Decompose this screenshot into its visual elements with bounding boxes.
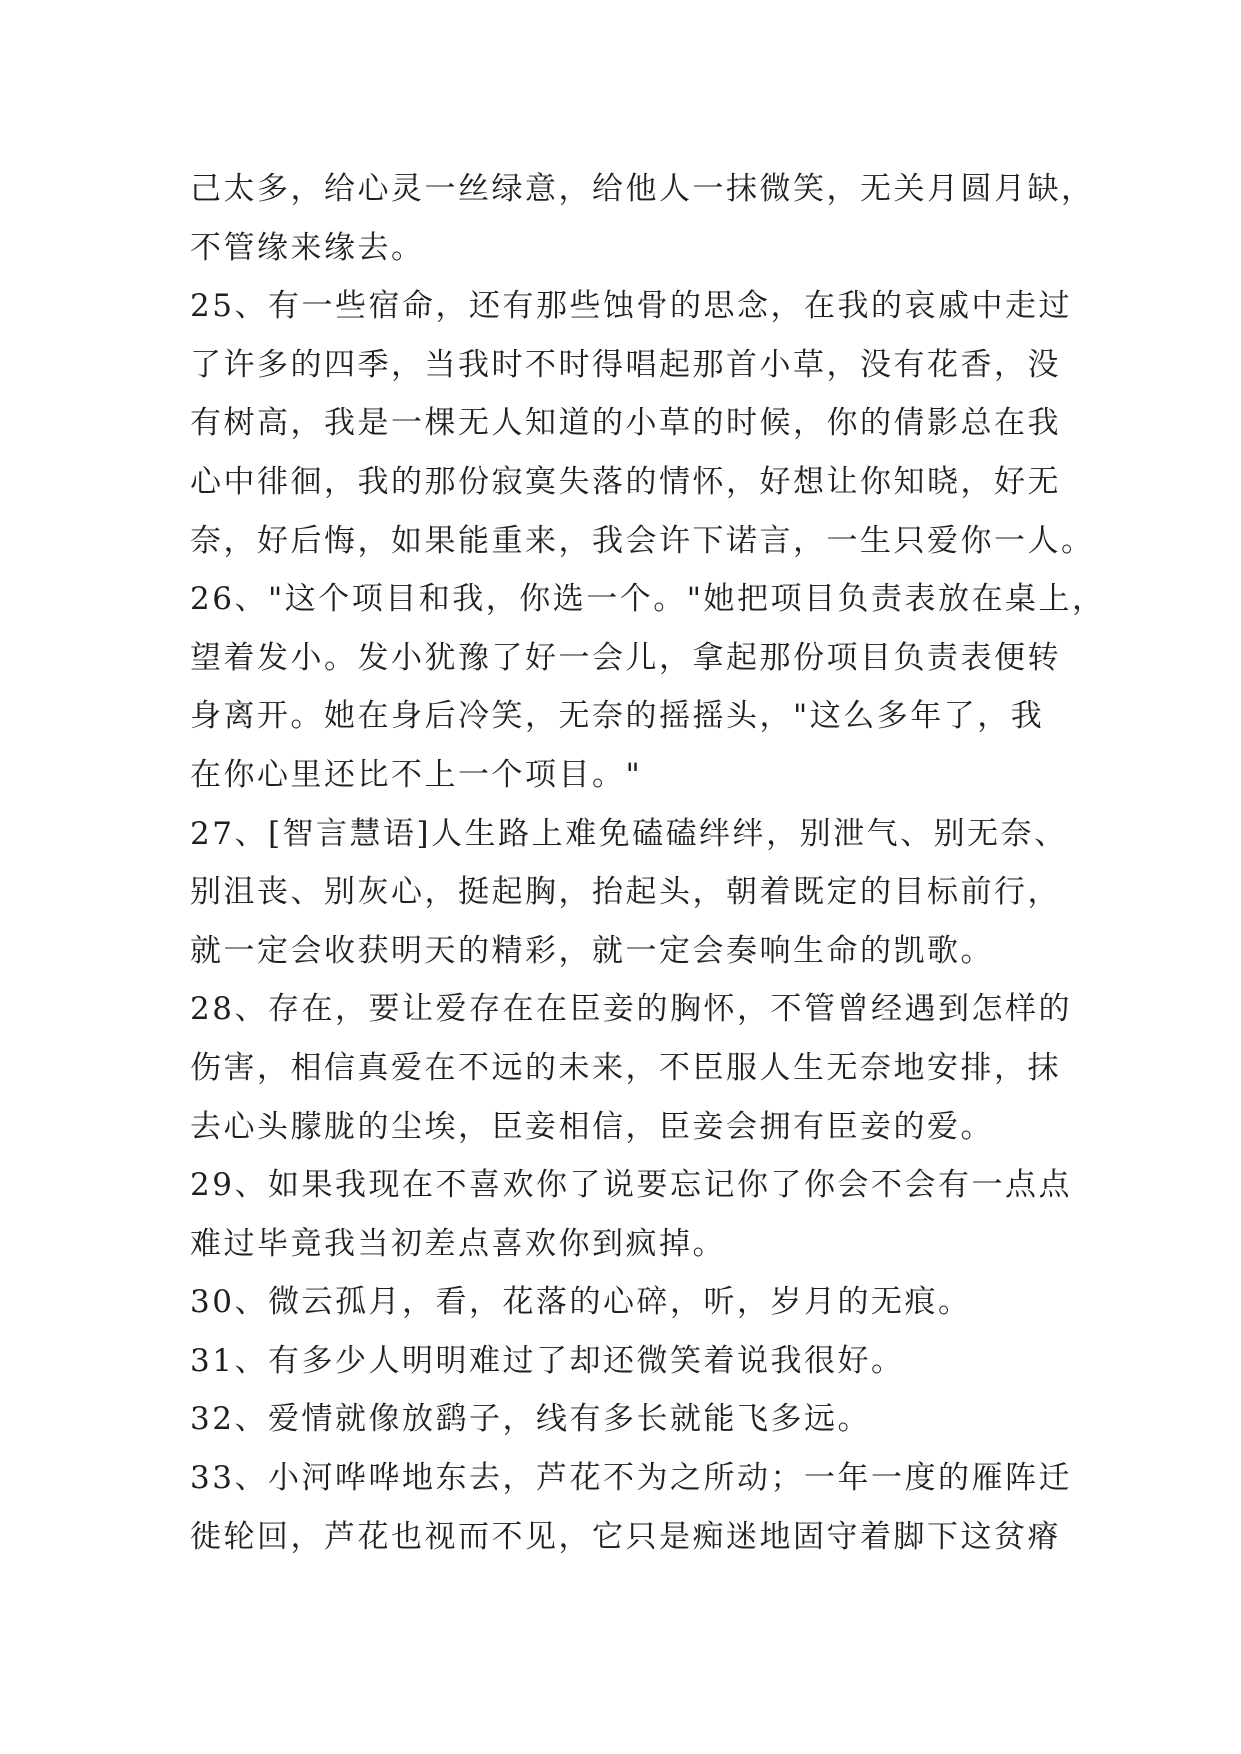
text-line: 在你心里还比不上一个项目。" [190, 756, 643, 793]
text-line: 不管缘来缘去。 [190, 229, 425, 266]
text-line: 伤害，相信真爱在不远的未来，不臣服人生无奈地安排，抹 [190, 1049, 1061, 1086]
text-line: 己太多，给心灵一丝绿意，给他人一抹微笑，无关月圆月缺， [190, 171, 1095, 207]
text-line: 难过毕竟我当初差点喜欢你到疯掉。 [190, 1225, 726, 1262]
text-line: 别沮丧、别灰心，挺起胸，抬起头，朝着既定的目标前行， [190, 874, 1061, 911]
text-line: 30、微云孤月，看，花落的心碎，听，岁月的无痕。 [190, 1284, 972, 1321]
text-line: 25、有一些宿命，还有那些蚀骨的思念，在我的哀戚中走过 [190, 288, 1072, 325]
text-line: 徙轮回，芦花也视而不见，它只是痴迷地固守着脚下这贫瘠 [190, 1518, 1061, 1555]
text-line: 有树高，我是一棵无人知道的小草的时候，你的倩影总在我 [190, 405, 1061, 442]
text-line: 27、[智言慧语]人生路上难免磕磕绊绊，别泄气、别无奈、 [190, 815, 1068, 852]
text-line: 奈，好后悔，如果能重来，我会许下诺言，一生只爱你一人。 [190, 522, 1095, 559]
text-line: 29、如果我现在不喜欢你了说要忘记你了你会不会有一点点 [190, 1167, 1072, 1204]
text-line: 31、有多少人明明难过了却还微笑着说我很好。 [190, 1342, 905, 1379]
text-line: 28、存在，要让爱存在在臣妾的胸怀，不管曾经遇到怎样的 [190, 991, 1072, 1028]
text-line: 26、"这个项目和我，你选一个。"她把项目负责表放在桌上， [190, 581, 1106, 618]
text-line: 心中徘徊，我的那份寂寞失落的情怀，好想让你知晓，好无 [190, 463, 1061, 500]
text-line: 望着发小。发小犹豫了好一会儿，拿起那份项目负责表便转 [190, 639, 1061, 676]
text-line: 33、小河哗哗地东去，芦花不为之所动；一年一度的雁阵迁 [190, 1460, 1072, 1497]
text-line: 身离开。她在身后冷笑，无奈的摇摇头，"这么多年了，我 [190, 698, 1045, 735]
document-body [190, 160, 1106, 1566]
text-line: 就一定会收获明天的精彩，就一定会奏响生命的凯歌。 [190, 932, 994, 969]
text-line: 32、爱情就像放鹞子，线有多长就能飞多远。 [190, 1401, 871, 1438]
text-line: 了许多的四季，当我时不时得唱起那首小草，没有花香，没 [190, 346, 1061, 383]
text-line: 去心头朦胧的尘埃，臣妾相信，臣妾会拥有臣妾的爱。 [190, 1108, 994, 1145]
